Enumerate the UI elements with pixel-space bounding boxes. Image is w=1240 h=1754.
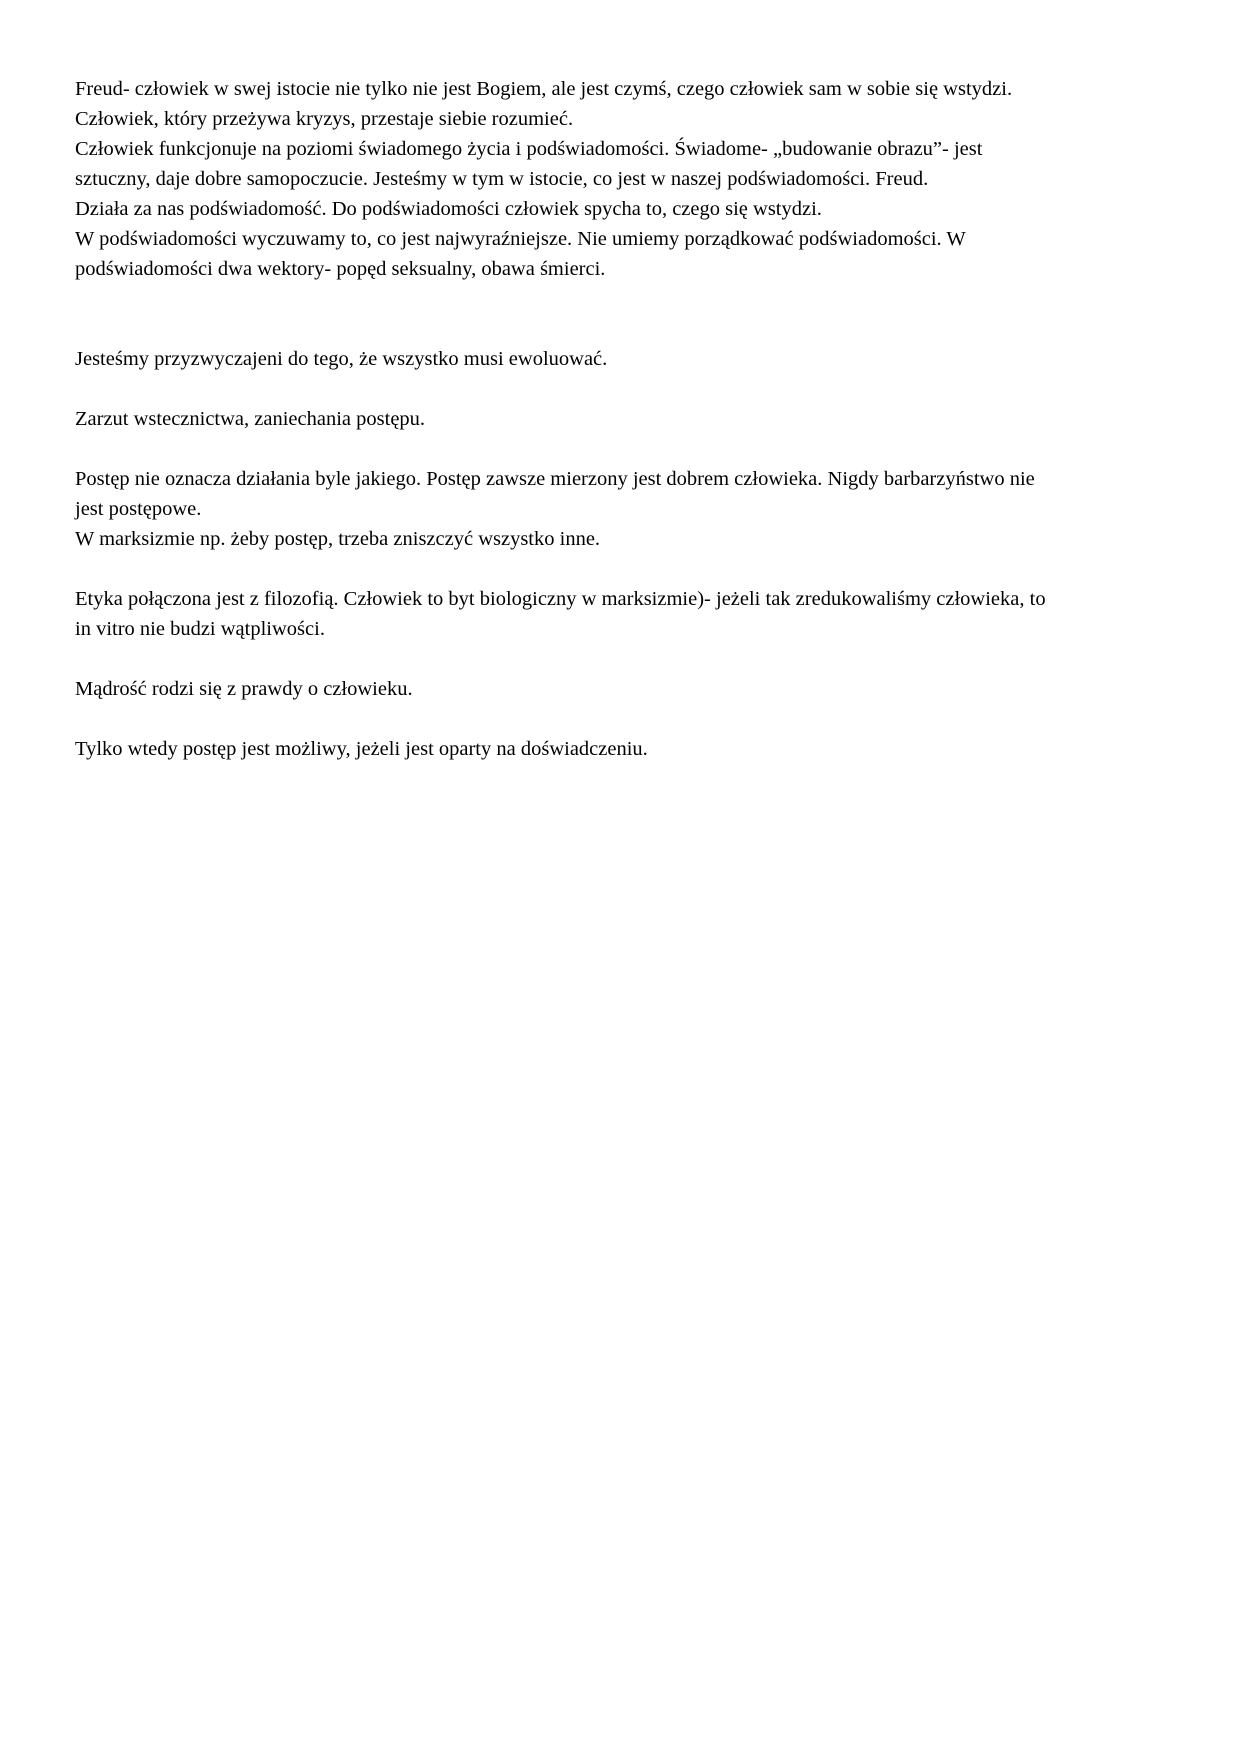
text-line: Jesteśmy przyzwyczajeni do tego, że wszystko musi ewoluować. [75,348,608,370]
text-line: in vitro nie budzi wątpliwości. [75,618,325,640]
spacer [75,434,1180,464]
paragraph-charge [75,404,1180,434]
spacer [75,284,1180,344]
text-line: Człowiek, który przeżywa kryzys, przestaje siebie rozumieć. [75,108,574,130]
text-line: Zarzut wstecznictwa, zaniechania postępu. [75,408,426,430]
text-line: Postęp nie oznacza działania byle jakiego. Postęp zawsze mierzony jest dobrem człowieka. Nigdy barbarzyństwo nie [75,468,1035,490]
paragraph-experience [75,734,1180,764]
spacer [75,704,1180,734]
text-line: podświadomości dwa wektory- popęd seksualny, obawa śmierci. [75,258,606,280]
text-line: Tylko wtedy postęp jest możliwy, jeżeli jest oparty na doświadczeniu. [75,738,648,760]
paragraph-progress [75,464,1180,554]
text-line: Freud- człowiek w swej istocie nie tylko nie jest Bogiem, ale jest czymś, czego człowiek sam w sobie się wstydzi. [75,78,1013,100]
text-line: W podświadomości wyczuwamy to, co jest najwyraźniejsze. Nie umiemy porządkować podświadomości. W [75,228,966,250]
text-line: sztuczny, daje dobre samopoczucie. Jesteśmy w tym w istocie, co jest w naszej podświadomości. Freud. [75,168,929,190]
paragraph-wisdom [75,674,1180,704]
text-line: Człowiek funkcjonuje na poziomi świadomego życia i podświadomości. Świadome- „budowanie obrazu”- jest [75,138,983,160]
text-line: Mądrość rodzi się z prawdy o człowieku. [75,678,413,700]
spacer [75,374,1180,404]
text-line: W marksizmie np. żeby postęp, trzeba zniszczyć wszystko inne. [75,528,601,550]
text-line: Etyka połączona jest z filozofią. Człowiek to byt biologiczny w marksizmie)- jeżeli tak zredukowaliśmy człowieka, to [75,588,1046,610]
paragraph-evolve [75,344,1180,374]
paragraph-ethics [75,584,1180,644]
text-line: jest postępowe. [75,498,202,520]
spacer [75,644,1180,674]
paragraph-freud [75,74,1180,284]
text-line: Działa za nas podświadomość. Do podświadomości człowiek spycha to, czego się wstydzi. [75,198,822,220]
spacer [75,554,1180,584]
